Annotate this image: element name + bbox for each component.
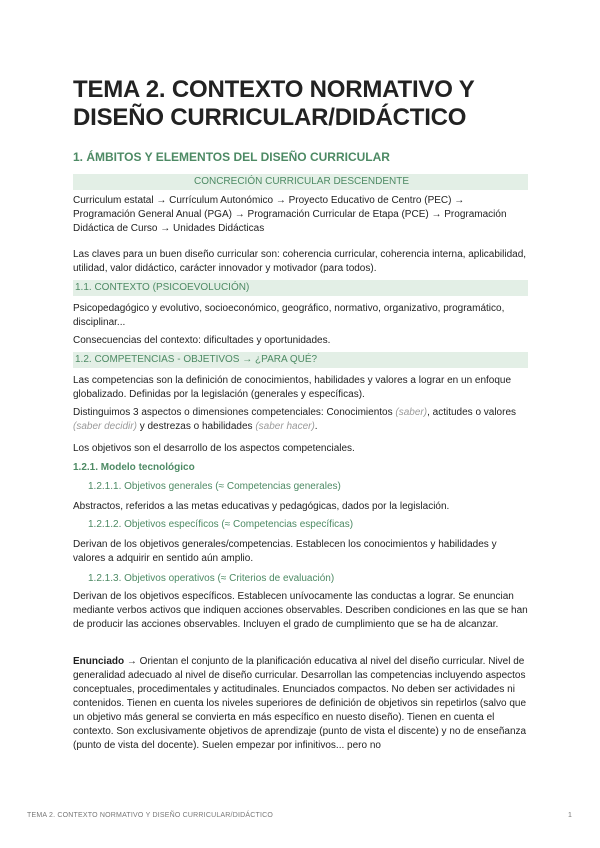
paragraph-objetivos-operativos: Derivan de los objetivos específicos. Establecen unívocamente las conductas a lograr. Se enuncian mediante verbos activos que indiquen acciones observables. Describen condiciones en las que se han de producir las acciones observables. Incluyen el grado de cumplimiento que se ha de alcanzar. [73,591,528,630]
heading-objetivos-operativos: 1.2.1.3. Objetivos operativos (≈ Criterios de evaluación) [88,573,335,584]
page-number: 1 [568,812,572,819]
paragraph-objetivos-especificos: Derivan de los objetivos generales/competencias. Establecen los conocimientos y habilidades y valores a adquirir en sentido aún amplio. [73,539,497,564]
text-saber-decidir: (saber decidir) [73,421,137,432]
text-enunciado: Orientan el conjunto de la planificación educativa al nivel del diseño curricular. Nivel de generalidad adecuado al nivel de diseño curricular. Desarrollan las competencias incluyendo aspectos conceptuales, procedimentales y actitudinales. Enunciados compactos. No deben ser actividades ni contenidos. Tienen en cuenta los niveles superiores de definición de objetivos sin repetirlos (salvo que un objetivo más general se convierta en más específico en nuesto diseño). Tienen en cuenta el contexto. Son exclusivamente objetivos de aprendizaje (punto de vista el discente) y no de enseñanza (punto de vista del docente). Suelen empezar por infinitivos... pero no [73,656,527,751]
bar-competencias [73,352,528,368]
text-dimensiones-b: , actitudes o valores [427,407,517,418]
paragraph-chain: Curriculum estatal → Currículum Autonómico → Proyecto Educativo de Centro (PEC) → Programación General Anual (PGA) → Programación Curricular de Etapa (PCE) → Programación Didáctica de Curso → Unidades Didácticas [73,195,507,234]
footer-title: TEMA 2. CONTEXTO NORMATIVO Y DISEÑO CURRICULAR/DIDÁCTICO [27,812,273,819]
text-saber-hacer: (saber hacer) [255,421,315,432]
bar-contexto-label: 1.1. CONTEXTO (PSICOEVOLUCIÓN) [75,282,250,293]
heading-objetivos-generales: 1.2.1.1. Objetivos generales (≈ Competencias generales) [88,481,341,492]
paragraph-competencias-3: Los objetivos son el desarrollo de los aspectos competenciales. [73,443,355,454]
paragraph-competencias-1: Las competencias son la definición de conocimientos, habilidades y valores a lograr en un enfoque globalizado. Definidas por la legislación (generales y específicas). [73,375,512,400]
paragraph-competencias-2 [73,406,528,434]
paragraph-contexto-2: Consecuencias del contexto: dificultades y oportunidades. [73,335,331,346]
heading-modelo-tecnologico: 1.2.1. Modelo tecnológico [73,462,195,473]
paragraph-contexto-1: Psicopedagógico y evolutivo, socioeconómico, geográfico, normativo, organizativo, programático, disciplinar... [73,303,505,328]
section-heading-ambitos: 1. ÁMBITOS Y ELEMENTOS DEL DISEÑO CURRICULAR [73,150,390,164]
paragraph-claves: Las claves para un buen diseño curricular son: coherencia curricular, coherencia interna, aplicabilidad, utilidad, valor didáctico, carácter innovador y motivador (para todos). [73,249,527,274]
bar-concrecion-label: CONCRECIÓN CURRICULAR DESCENDENTE [193,176,410,187]
heading-objetivos-especificos: 1.2.1.2. Objetivos específicos (≈ Competencias específicas) [88,519,354,530]
text-dimensiones-d: . [314,421,318,432]
bar-concrecion [73,174,528,190]
document-title: TEMA 2. CONTEXTO NORMATIVO Y DISEÑO CURRICULAR/DIDÁCTICO [73,76,475,131]
paragraph-enunciado [73,655,528,753]
bar-competencias-label: 1.2. COMPETENCIAS - OBJETIVOS → ¿PARA QUÉ? [75,354,318,365]
label-enunciado: Enunciado → [73,656,137,667]
paragraph-objetivos-generales: Abstractos, referidos a las metas educativas y pedagógicas, dados por la legislación. [73,501,450,512]
text-dimensiones-a: Distinguimos 3 aspectos o dimensiones competenciales: Conocimientos [73,407,396,418]
bar-contexto [73,280,528,296]
text-dimensiones-c: y destrezas o habilidades [136,421,256,432]
text-saber: (saber) [395,407,428,418]
